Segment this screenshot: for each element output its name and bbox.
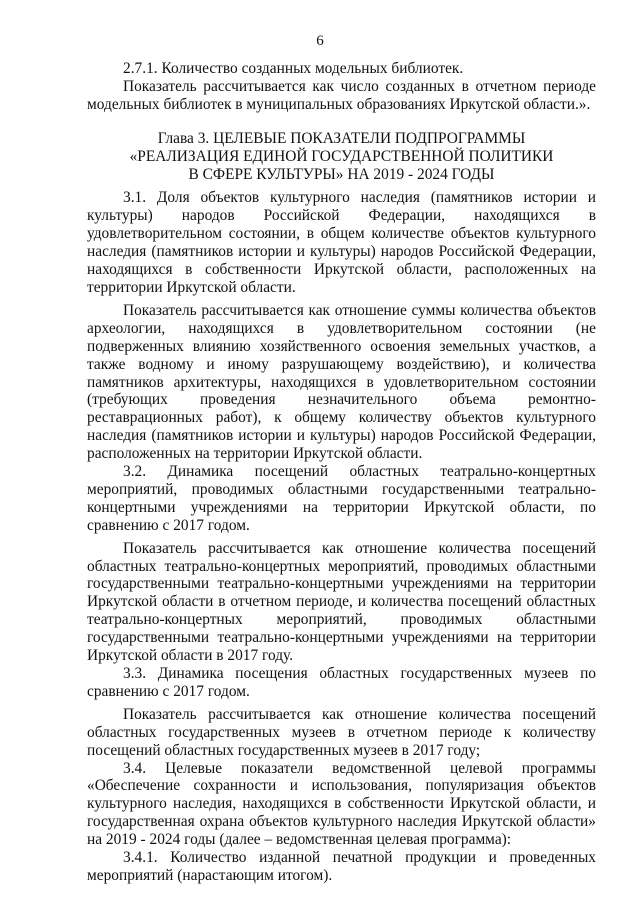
chapter-heading-line-1: Глава 3. ЦЕЛЕВЫЕ ПОКАЗАТЕЛИ ПОДПРОГРАММЫ: [157, 129, 526, 147]
paragraph-3-1: 3.1. Доля объектов культурного наследия (памятников истории и культуры) народов Российской Федерации, находящихся в удовлетворительном состоянии, в общем количестве объектов культурного наследия (памятников истории и культуры) народов Российской Федерации, находящихся в собственности Иркутской области, расположенных на территории Иркутской области.: [87, 189, 596, 296]
paragraph-3-3: 3.3. Динамика посещения областных государственных музеев по сравнению с 2017 годом.: [87, 665, 596, 700]
paragraph-2-7-1-description: Показатель рассчитывается как число созданных в отчетном периоде модельных библиотек в муниципальных образованиях Иркутской области.».: [87, 77, 596, 113]
paragraph-3-4-1: 3.4.1. Количество изданной печатной продукции и проведенных мероприятий (нарастающим итогом).: [87, 849, 596, 884]
chapter-heading: [87, 130, 596, 184]
page-number: 6: [316, 33, 324, 49]
chapter-heading-line-3: В СФЕРЕ КУЛЬТУРЫ» НА 2019 - 2024 ГОДЫ: [188, 165, 495, 183]
paragraph-2-7-1: 2.7.1. Количество созданных модельных библиотек.: [123, 60, 464, 77]
paragraph-3-2-description: Показатель рассчитывается как отношение количества посещений областных театрально-концертных мероприятий, проводимых областными государственными театрально-концертными учреждениями на территории Иркутской области в отчетном периоде, и количества посещений областных театрально-концертных мероприятий, проводимых областными государственными театрально-концертными учреждениями на территории Иркутской области в 2017 году.: [87, 539, 596, 665]
paragraph-3-1-description: Показатель рассчитывается как отношение суммы количества объектов археологии, находящихся в удовлетворительном состоянии (не подверженных влиянию хозяйственного освоения земельных участков, а также водному и иному разрушающему воздействию), и количества памятников архитектуры, находящихся в удовлетворительном состоянии (требующих проведения незначительного объема ремонтно-реставрационных работ), к общему количеству объектов культурного наследия (памятников истории и культуры) народов Российской Федерации, расположенных на территории Иркутской области.: [87, 301, 596, 463]
paragraph-3-2: 3.2. Динамика посещений областных театрально-концертных мероприятий, проводимых областными государственными театрально-концертными учреждениями на территории Иркутской области, по сравнению с 2017 годом.: [87, 463, 596, 534]
document-body: [87, 60, 596, 885]
paragraph-3-3-description: Показатель рассчитывается как отношение количества посещений областных государственных музеев в отчетном периоде к количеству посещений областных государственных музеев в 2017 году;: [87, 705, 596, 759]
chapter-heading-line-2: «РЕАЛИЗАЦИЯ ЕДИНОЙ ГОСУДАРСТВЕННОЙ ПОЛИТИКИ: [129, 147, 554, 165]
paragraph-3-4: 3.4. Целевые показатели ведомственной целевой программы «Обеспечение сохранности и использования, популяризация объектов культурного наследия, находящихся в собственности Иркутской области, и государственная охрана объектов культурного наследия Иркутской области» на 2019 - 2024 годы (далее – ведомственная целевая программа):: [87, 759, 596, 849]
